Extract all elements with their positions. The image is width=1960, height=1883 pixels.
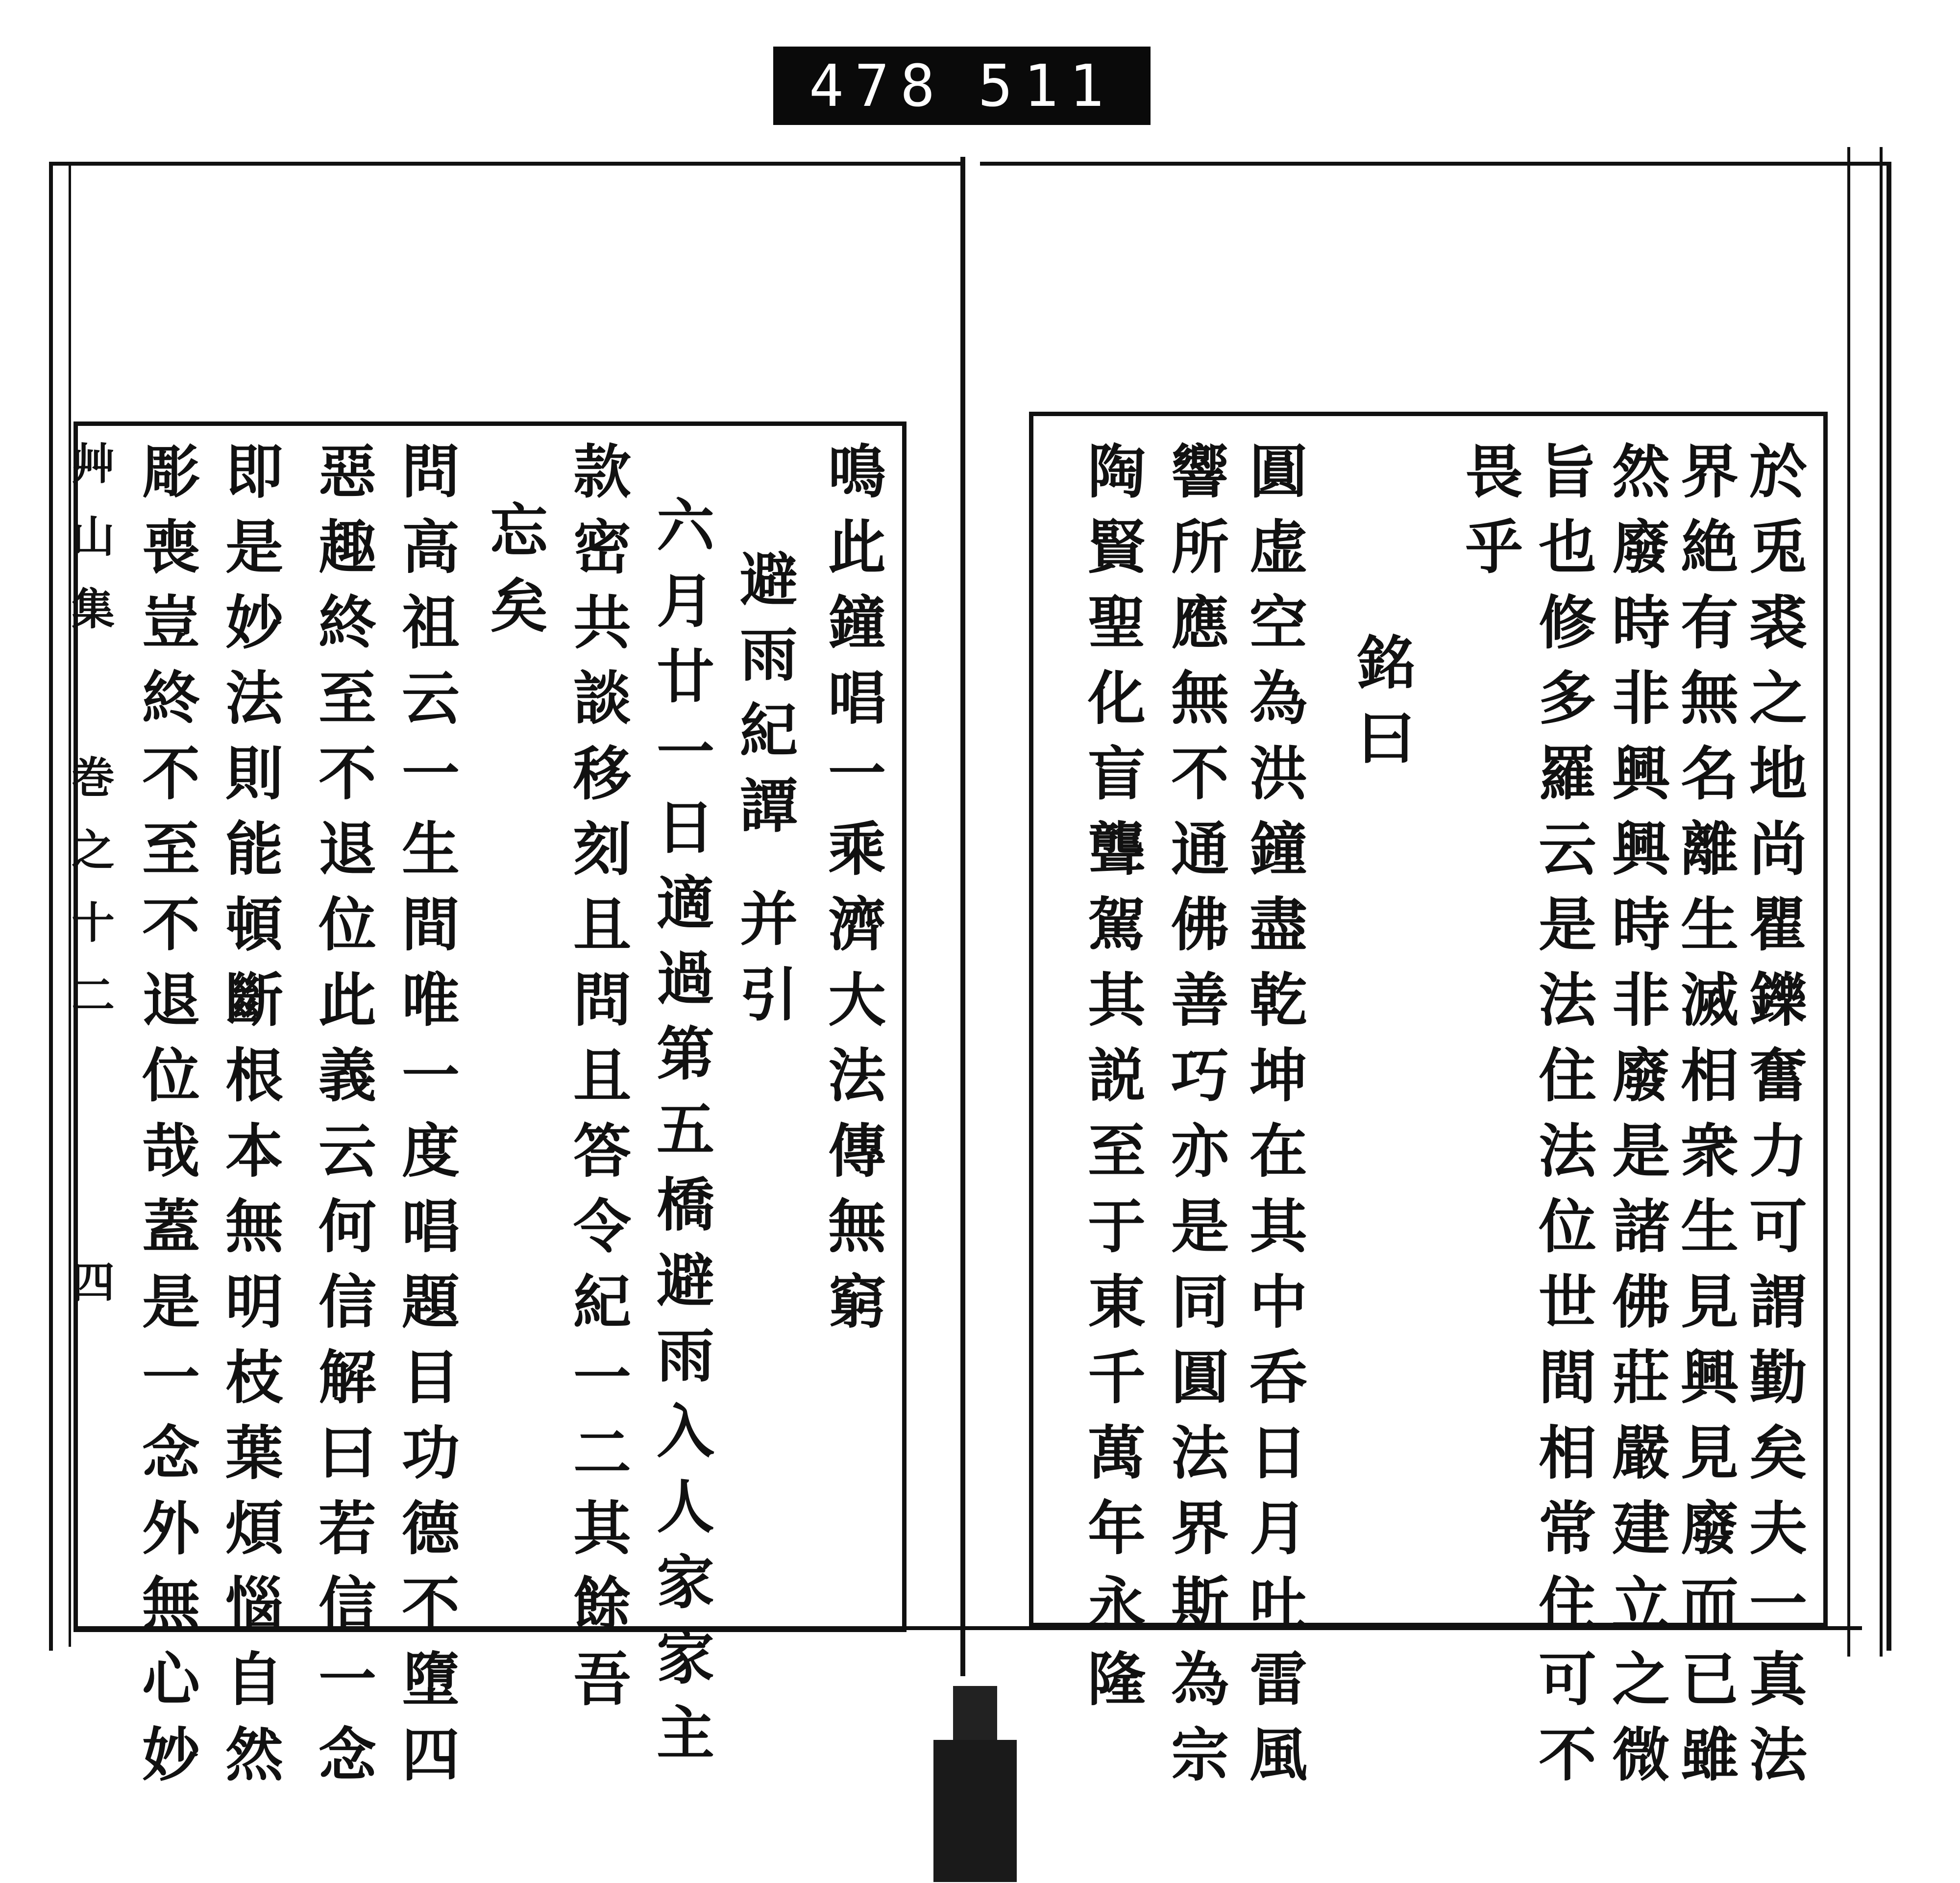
right-col-6: 銘曰 [1348,632,1416,783]
right-col-7: 圓虚空為洪鐘盡乾坤在其中呑日月吐雷風 [1240,441,1308,1800]
book-gutter [960,157,965,1676]
label-number-right: 511 [978,52,1115,120]
right-col-8: 響所應無不通佛善巧亦是同圓法界斯為宗 [1161,441,1229,1800]
right-col-2: 界絶有無名離生滅相衆生見興見廢而已雖 [1671,441,1739,1800]
left-col-2: 避雨紀譚 并引 [730,549,798,1040]
label-number-left: 478 [808,52,946,120]
binding-tail [953,1686,997,1882]
volume-mark: 巻之十二 [65,755,116,1045]
left-col-9: 彫喪豈終不至不退位哉蓋是一念外無心妙 [132,441,200,1800]
left-col-7: 惡趣終至不退位此義云何信解曰若信一念 [309,441,377,1800]
right-col-5: 畏乎 [1455,441,1523,592]
left-col-5: 忘矣 [480,500,548,651]
right-col-1: 於兎裘之地尚瞿鑠奮力可謂勤矣夫一真法 [1740,441,1808,1800]
left-col-6: 問高祖云一生間唯一度唱題目功德不墮四 [392,441,460,1800]
right-col-9: 陶賢聖化盲聾駕其説至于東千萬年永隆 [1078,441,1146,1724]
right-col-4: 旨也修多羅云是法住法位世間相常住可不 [1529,441,1597,1800]
left-col-1: 鳴此鐘唱一乘濟大法傳無窮 [818,441,886,1347]
left-col-4: 款密共談移刻且問且答令紀一二其餘吾 [564,441,632,1724]
right-col-3: 然廢時非興興時非廢是諸佛莊嚴建立之微 [1602,441,1670,1800]
archive-label [773,47,1151,125]
running-head: 艸山集 [65,441,116,659]
leaf-marker: 四 [65,1260,116,1332]
right-page-edge [1847,147,1883,1657]
left-col-3: 六月廿一日適過第五橋避雨入人家家主 [647,495,715,1778]
left-col-8: 即是妙法則能頓斷根本無明枝葉煩惱自然 [216,441,284,1800]
